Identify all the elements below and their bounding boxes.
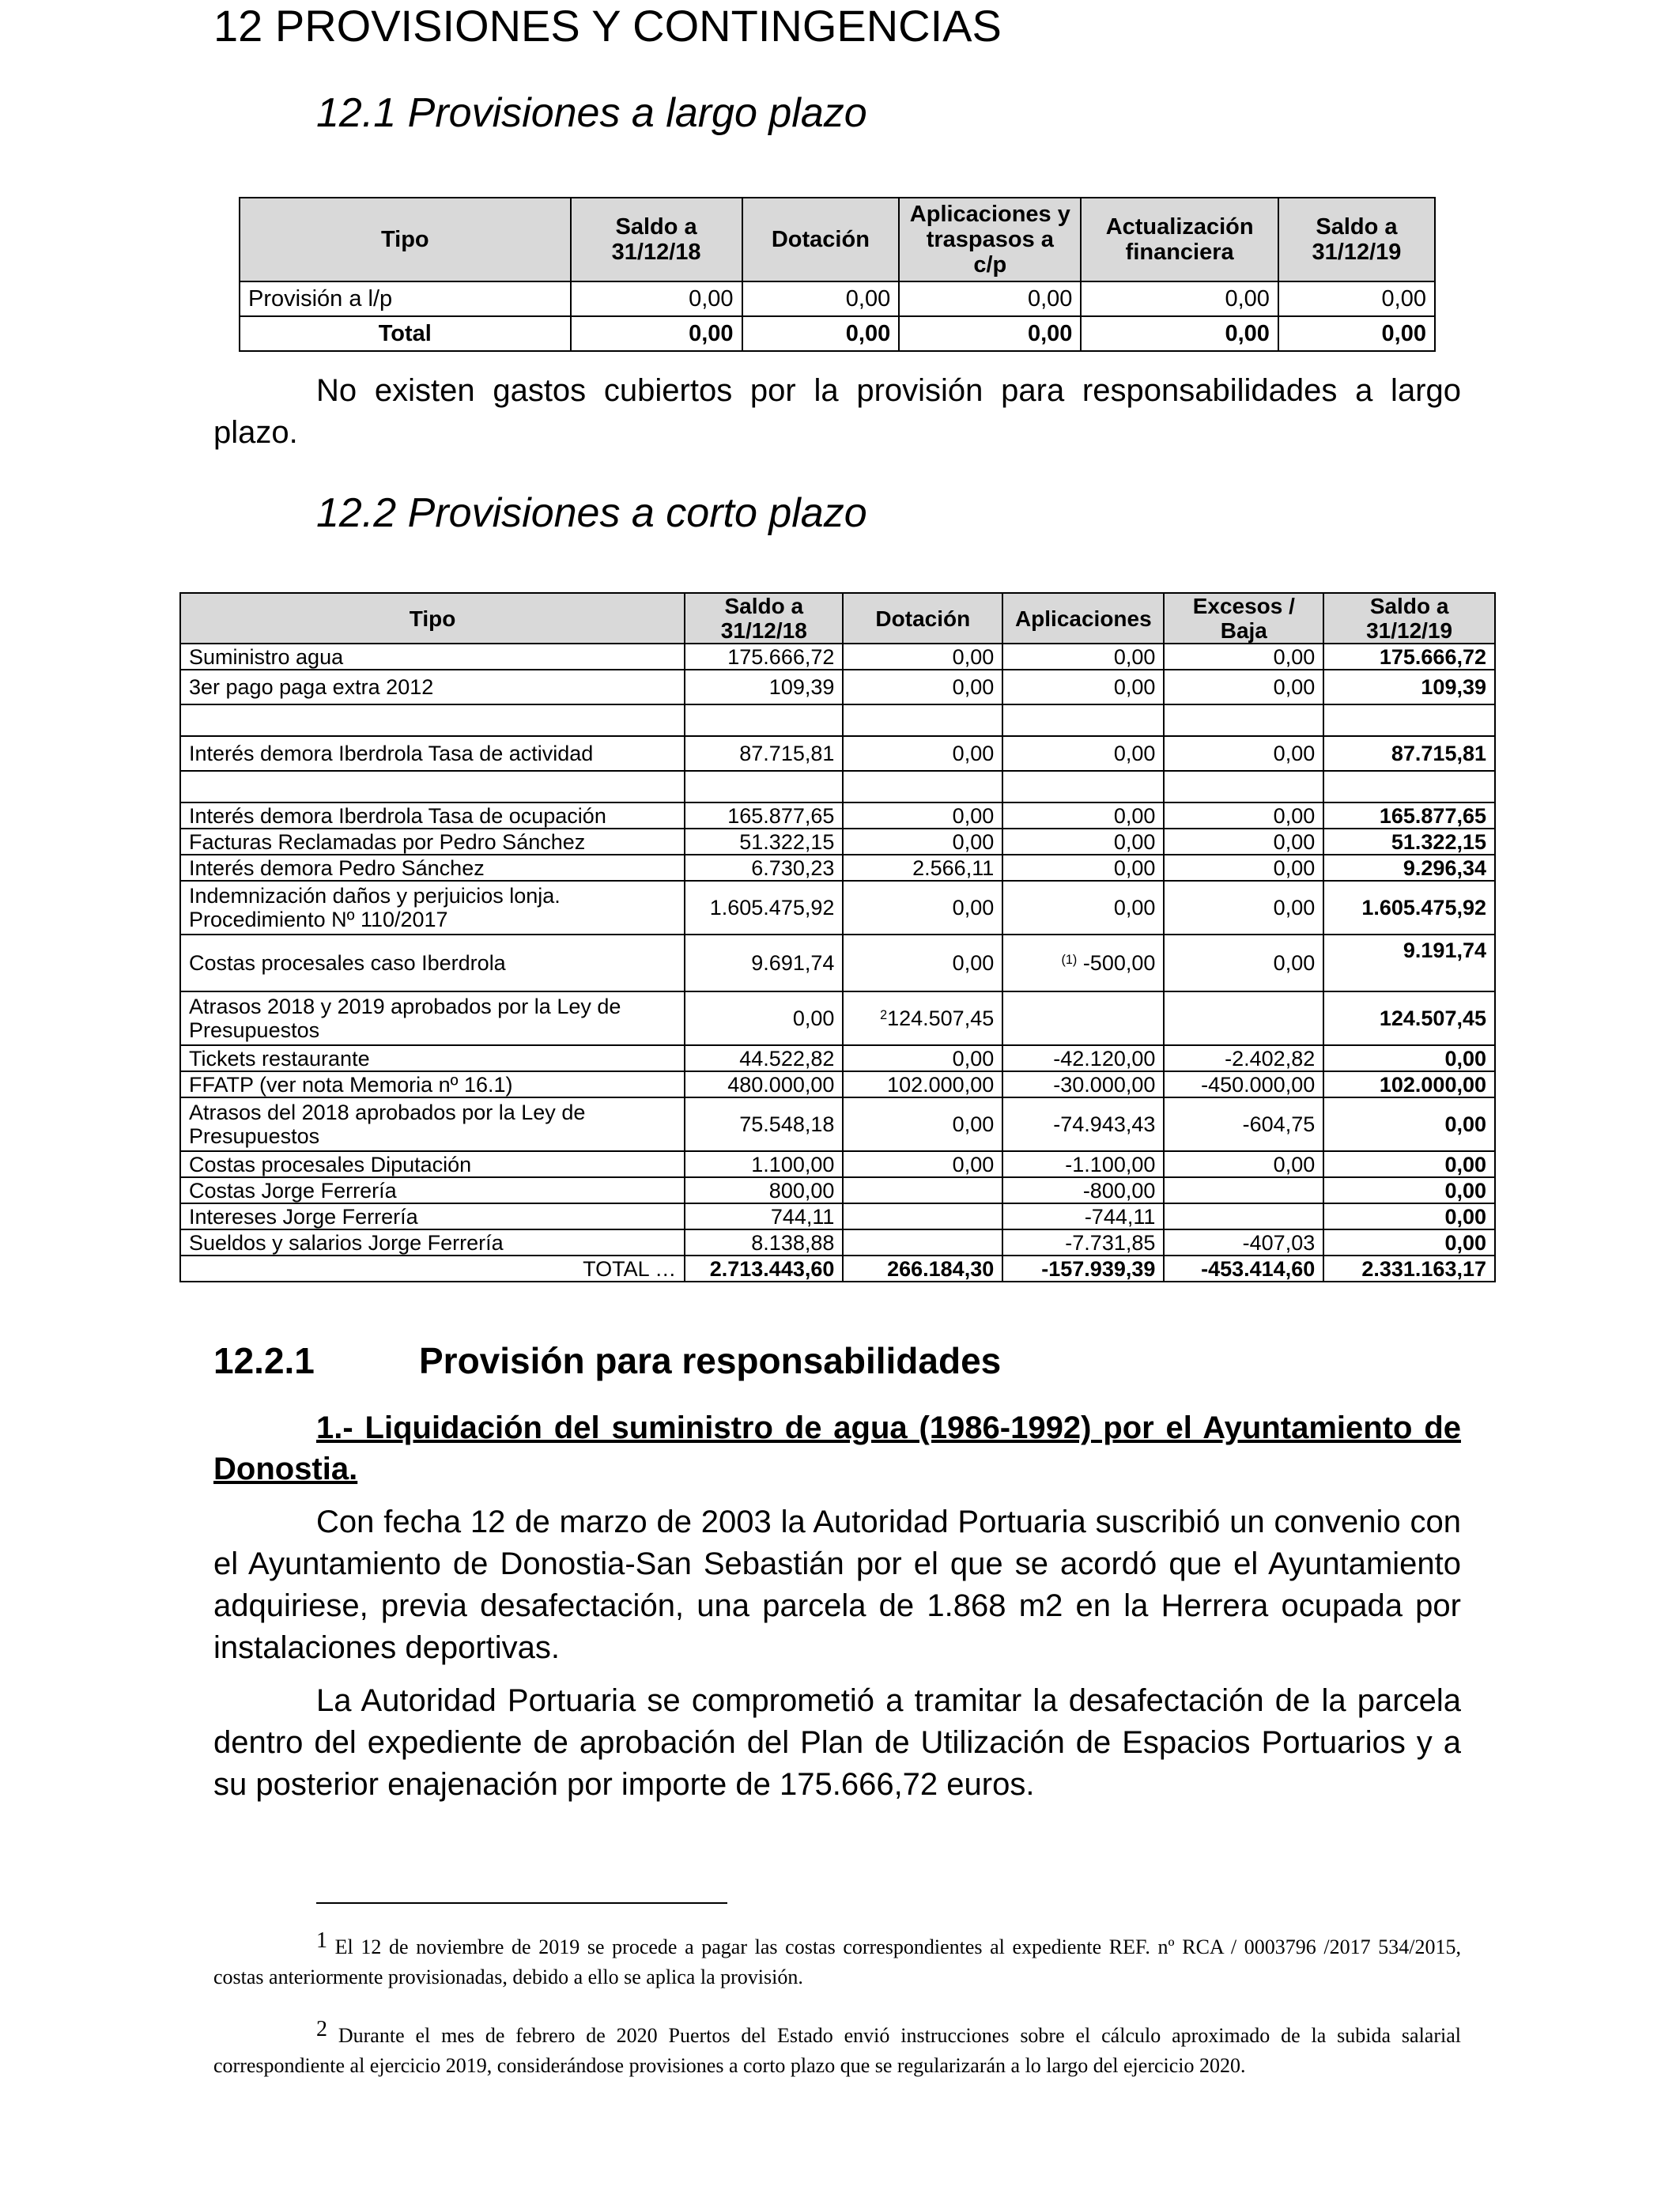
col-header: Saldo a 31/12/18 (571, 198, 742, 281)
cell: 0,00 (1002, 644, 1164, 670)
cell: Costas Jorge Ferrería (180, 1177, 685, 1203)
cell: 124.507,45 (1323, 991, 1495, 1045)
cell: Intereses Jorge Ferrería (180, 1203, 685, 1229)
cell: 744,11 (685, 1203, 843, 1229)
section-title: Provisiones a corto plazo (407, 490, 867, 536)
col-header: Dotación (742, 198, 900, 281)
cell: 0,00 (1164, 935, 1323, 991)
cell: -453.414,60 (1164, 1256, 1323, 1282)
footnote-mark: 2 (316, 2017, 327, 2041)
table-header-row (180, 593, 1495, 644)
cell (1164, 991, 1323, 1045)
table-row (180, 935, 1495, 991)
cell: 0,00 (742, 316, 900, 351)
cell: 0,00 (1323, 1045, 1495, 1071)
cell (1164, 1203, 1323, 1229)
cell: 1.605.475,92 (1323, 881, 1495, 935)
page-title: 12 PROVISIONES Y CONTINGENCIAS (213, 1, 1002, 51)
cell: 0,00 (843, 670, 1002, 704)
cell: 0,00 (843, 1151, 1002, 1177)
paragraph-agreement: Con fecha 12 de marzo de 2003 la Autoridad Portuaria suscribió un convenio con el Ayuntamiento de Donostia-San Sebastián por el que se acordó que el Ayuntamiento adquiriese, previa desafectación, una parcela de 1.868 m2 en la Herrera ocupada por instalaciones deportivas. (213, 1505, 1461, 1665)
cell (843, 1203, 1002, 1229)
col-header: Dotación (843, 593, 1002, 644)
table-row (180, 736, 1495, 771)
footnote-1 (213, 1928, 1461, 1992)
cell (843, 1177, 1002, 1203)
cell: 102.000,00 (1323, 1071, 1495, 1097)
table-row (180, 802, 1495, 829)
section-number: 12.1 (316, 90, 397, 136)
cell: Provisión a l/p (240, 281, 571, 316)
cell (1002, 771, 1164, 802)
cell: 0,00 (571, 281, 742, 316)
cell (843, 991, 1002, 1045)
cell: 9.691,74 (685, 935, 843, 991)
cell: 0,00 (1323, 1177, 1495, 1203)
cell: 87.715,81 (1323, 736, 1495, 771)
table-row (180, 829, 1495, 855)
table-total-row (180, 1256, 1495, 1282)
cell: -1.100,00 (1002, 1151, 1164, 1177)
cell: 0,00 (1164, 802, 1323, 829)
cell: 0,00 (1278, 316, 1435, 351)
cell: 0,00 (843, 881, 1002, 935)
cell: 0,00 (899, 281, 1081, 316)
cell: 51.322,15 (1323, 829, 1495, 855)
cell: 0,00 (1002, 829, 1164, 855)
table-row (180, 1229, 1495, 1256)
cell: 0,00 (843, 935, 1002, 991)
table-row (180, 1097, 1495, 1151)
section-number: 12.2.1 (213, 1340, 315, 1381)
cell: -30.000,00 (1002, 1071, 1164, 1097)
section-title: Provisiones a largo plazo (407, 90, 867, 136)
cell: 102.000,00 (843, 1071, 1002, 1097)
cell: 0,00 (1323, 1203, 1495, 1229)
short-term-provisions-table (179, 592, 1496, 1282)
col-header: Tipo (240, 198, 571, 281)
table-row (180, 644, 1495, 670)
cell: 2.566,11 (843, 855, 1002, 881)
cell: 165.877,65 (685, 802, 843, 829)
cell: -800,00 (1002, 1177, 1164, 1203)
cell: 8.138,88 (685, 1229, 843, 1256)
table-row (180, 1177, 1495, 1203)
cell: 109,39 (1323, 670, 1495, 704)
cell (843, 704, 1002, 736)
cell: 165.877,65 (1323, 802, 1495, 829)
col-header: Saldo a 31/12/18 (685, 593, 843, 644)
cell-value: 124.507,45 (887, 1006, 995, 1030)
section-heading-12-1 (316, 89, 867, 138)
footnote-mark: 1 (316, 1928, 327, 1953)
cell: -42.120,00 (1002, 1045, 1164, 1071)
cell: -744,11 (1002, 1203, 1164, 1229)
cell: 0,00 (1164, 670, 1323, 704)
cell (1164, 1177, 1323, 1203)
footnote-2 (213, 2017, 1461, 2081)
cell: 87.715,81 (685, 736, 843, 771)
cell: 51.322,15 (685, 829, 843, 855)
cell: TOTAL … (180, 1256, 685, 1282)
section-title: Provisión para responsabilidades (419, 1340, 1002, 1381)
cell: 3er pago paga extra 2012 (180, 670, 685, 704)
cell: 0,00 (1002, 855, 1164, 881)
table-row (180, 1045, 1495, 1071)
cell: -7.731,85 (1002, 1229, 1164, 1256)
cell: 1.100,00 (685, 1151, 843, 1177)
col-header: Actualización financiera (1081, 198, 1278, 281)
cell: -2.402,82 (1164, 1045, 1323, 1071)
cell: 0,00 (843, 802, 1002, 829)
cell: 0,00 (1323, 1229, 1495, 1256)
cell: 0,00 (1164, 881, 1323, 935)
cell: 0,00 (1002, 881, 1164, 935)
cell (843, 1229, 1002, 1256)
cell: 0,00 (1164, 855, 1323, 881)
cell: -450.000,00 (1164, 1071, 1323, 1097)
cell (1164, 704, 1323, 736)
cell: 0,00 (685, 991, 843, 1045)
cell: Atrasos 2018 y 2019 aprobados por la Ley de Presupuestos (180, 991, 685, 1045)
cell: 109,39 (685, 670, 843, 704)
col-header: Aplicaciones (1002, 593, 1164, 644)
cell: 800,00 (685, 1177, 843, 1203)
cell: Suministro agua (180, 644, 685, 670)
cell: 266.184,30 (843, 1256, 1002, 1282)
table-row (180, 855, 1495, 881)
cell: 44.522,82 (685, 1045, 843, 1071)
table-row (180, 1203, 1495, 1229)
table-row (180, 1071, 1495, 1097)
cell: Interés demora Iberdrola Tasa de ocupación (180, 802, 685, 829)
long-term-provisions-table (239, 197, 1436, 352)
cell: 6.730,23 (685, 855, 843, 881)
cell: Tickets restaurante (180, 1045, 685, 1071)
section-heading-12-2-1 (213, 1339, 1002, 1382)
cell: 9.191,74 (1323, 935, 1495, 991)
cell: 2.331.163,17 (1323, 1256, 1495, 1282)
cell: 1.605.475,92 (685, 881, 843, 935)
cell (843, 771, 1002, 802)
cell: Total (240, 316, 571, 351)
cell-value: -500,00 (1082, 951, 1156, 975)
cell: 75.548,18 (685, 1097, 843, 1151)
col-header: Saldo a 31/12/19 (1278, 198, 1435, 281)
cell: 0,00 (843, 736, 1002, 771)
cell: 0,00 (1081, 316, 1278, 351)
table-total-row (240, 316, 1435, 351)
col-header: Excesos / Baja (1164, 593, 1323, 644)
cell: 9.296,34 (1323, 855, 1495, 881)
cell: -74.943,43 (1002, 1097, 1164, 1151)
footnote-text: El 12 de noviembre de 2019 se procede a pagar las costas correspondientes al expediente REF. nº RCA / 0003796 /2017 534/2015, costas anteriormente provisionadas, debido a ello se aplica la provisión. (213, 1935, 1461, 1988)
cell (1002, 991, 1164, 1045)
cell: 0,00 (843, 1045, 1002, 1071)
table-row-empty (180, 771, 1495, 802)
table-row (180, 991, 1495, 1045)
cell (180, 704, 685, 736)
cell: 480.000,00 (685, 1071, 843, 1097)
cell: Interés demora Iberdrola Tasa de actividad (180, 736, 685, 771)
cell: Facturas Reclamadas por Pedro Sánchez (180, 829, 685, 855)
cell: FFATP (ver nota Memoria nº 16.1) (180, 1071, 685, 1097)
cell: 0,00 (1323, 1151, 1495, 1177)
cell: 0,00 (843, 644, 1002, 670)
col-header: Aplicaciones y traspasos a c/p (899, 198, 1081, 281)
cell: 0,00 (1278, 281, 1435, 316)
cell (685, 771, 843, 802)
cell (1002, 935, 1164, 991)
table-row (240, 281, 1435, 316)
cell: 0,00 (1164, 1151, 1323, 1177)
cell: 0,00 (1002, 802, 1164, 829)
table-row (180, 670, 1495, 704)
cell: 0,00 (1081, 281, 1278, 316)
section-number: 12.2 (316, 490, 397, 536)
paragraph-12-1: No existen gastos cubiertos por la provisión para responsabilidades a largo plazo. (213, 373, 1461, 450)
cell: 0,00 (1002, 670, 1164, 704)
cell: -407,03 (1164, 1229, 1323, 1256)
cell: Interés demora Pedro Sánchez (180, 855, 685, 881)
cell: 0,00 (1164, 736, 1323, 771)
cell: Costas procesales caso Iberdrola (180, 935, 685, 991)
cell: -604,75 (1164, 1097, 1323, 1151)
table-row-empty (180, 704, 1495, 736)
cell: Sueldos y salarios Jorge Ferrería (180, 1229, 685, 1256)
cell: 0,00 (1323, 1097, 1495, 1151)
cell: -157.939,39 (1002, 1256, 1164, 1282)
cell: 175.666,72 (1323, 644, 1495, 670)
col-header: Tipo (180, 593, 685, 644)
cell (180, 771, 685, 802)
col-header: Saldo a 31/12/19 (1323, 593, 1495, 644)
cell: 0,00 (1164, 829, 1323, 855)
cell (1323, 771, 1495, 802)
cell: 0,00 (742, 281, 900, 316)
footnote-text: Durante el mes de febrero de 2020 Puertos del Estado envió instrucciones sobre el cálculo aproximado de la subida salarial correspondiente al ejercicio 2019, considerándose provisiones a corto plazo que se regularizarán a lo largo del ejercicio 2020. (213, 2024, 1461, 2077)
cell: Costas procesales Diputación (180, 1151, 685, 1177)
footnote-separator (316, 1902, 727, 1904)
table-row (180, 1151, 1495, 1177)
cell: 0,00 (571, 316, 742, 351)
cell (1164, 771, 1323, 802)
paragraph-commitment: La Autoridad Portuaria se comprometió a tramitar la desafectación de la parcela dentro del expediente de aprobación del Plan de Utilización de Espacios Portuarios y a su posterior enajenación por importe de 175.666,72 euros. (213, 1683, 1461, 1802)
cell: 0,00 (899, 316, 1081, 351)
cell: 0,00 (843, 1097, 1002, 1151)
cell: 0,00 (843, 829, 1002, 855)
cell: Indemnización daños y perjuicios lonja. Procedimiento Nº 110/2017 (180, 881, 685, 935)
cell (1323, 704, 1495, 736)
cell (685, 704, 843, 736)
footnote-ref-1: (1) (1061, 953, 1078, 967)
table-row (180, 881, 1495, 935)
cell: 0,00 (1002, 736, 1164, 771)
cell: Atrasos del 2018 aprobados por la Ley de Presupuestos (180, 1097, 685, 1151)
subheading-water-supply: 1.- Liquidación del suministro de agua (1986-1992) por el Ayuntamiento de Donostia. (213, 1410, 1461, 1486)
footnote-ref-2: 2 (880, 1008, 888, 1022)
cell: 175.666,72 (685, 644, 843, 670)
table-header-row (240, 198, 1435, 281)
cell (1002, 704, 1164, 736)
cell: 2.713.443,60 (685, 1256, 843, 1282)
cell: 0,00 (1164, 644, 1323, 670)
section-heading-12-2 (316, 489, 867, 538)
